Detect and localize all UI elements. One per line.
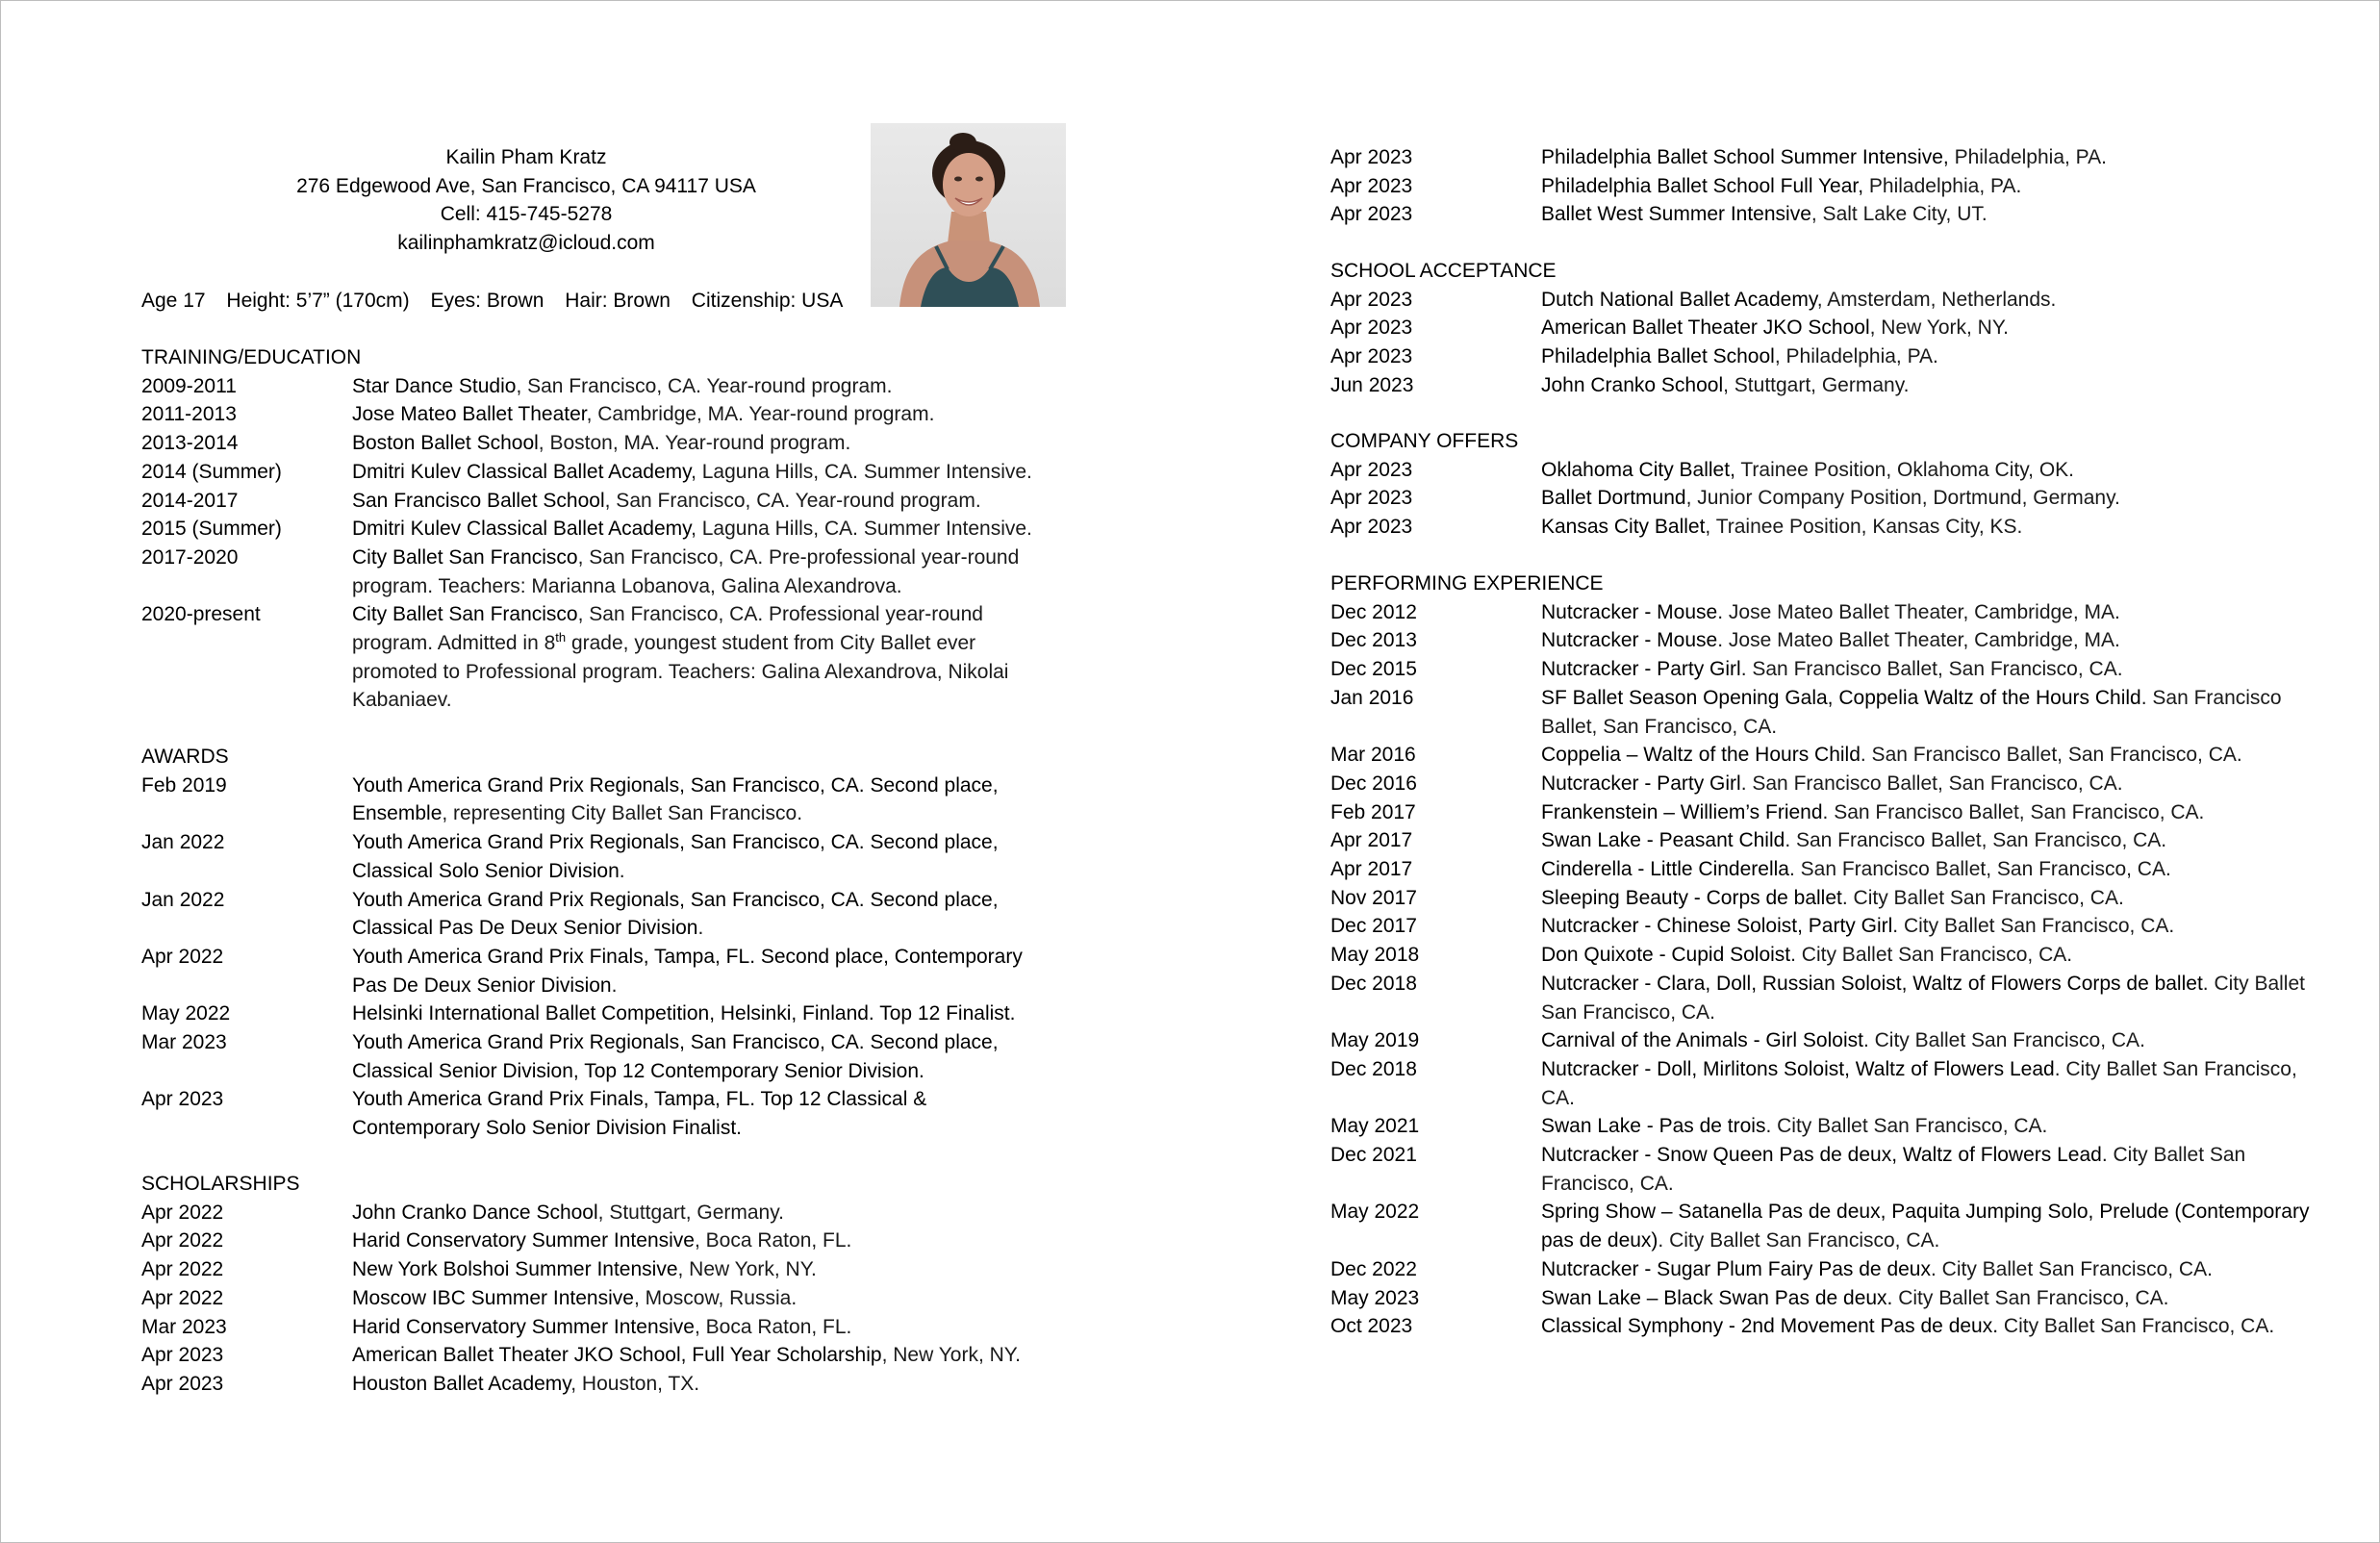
entry-title: Sleeping Beauty - Corps de ballet — [1541, 886, 1842, 909]
entry-row — [141, 400, 1103, 429]
entry-date: Apr 2023 — [141, 1372, 224, 1395]
entry-row — [1330, 912, 2312, 941]
entry-title: Frankenstein – Williem’s Friend — [1541, 800, 1823, 823]
entry-title: Swan Lake – Black Swan Pas de deux. — [1541, 1286, 1893, 1309]
entry-detail: . San Francisco Ballet, San Francisco, CA. — [1740, 772, 2123, 795]
awards-section — [141, 743, 1103, 1143]
entry-date: 2009-2011 — [141, 374, 237, 397]
entry-title: Coppelia – Waltz of the Hours Child — [1541, 744, 1861, 767]
entry-date: Apr 2022 — [141, 1286, 224, 1309]
section-title: SCHOOL ACCEPTANCE — [1330, 260, 1557, 282]
entry-row — [1330, 314, 2312, 342]
entry-title: Youth America Grand Prix Regionals, San Francisco, CA. Second place, Classical Solo Senior Division — [352, 831, 999, 882]
entry-date: May 2023 — [1330, 1286, 1420, 1309]
entry-title: Houston Ballet Academy — [352, 1372, 571, 1395]
entry-date: 2014 (Summer) — [141, 460, 282, 483]
entry-title: Swan Lake - Peasant Child — [1541, 829, 1785, 852]
entry-date: Oct 2023 — [1330, 1315, 1413, 1338]
entry-title: Jose Mateo Ballet Theater — [352, 403, 587, 426]
entry-detail: . Jose Mateo Ballet Theater, Cambridge, MA. — [1717, 629, 2120, 652]
entry-title: New York Bolshoi Summer Intensive — [352, 1258, 678, 1281]
entry-row — [141, 515, 1103, 544]
entry-date: Dec 2018 — [1330, 1057, 1417, 1080]
entry-detail: . San Francisco Ballet, San Francisco, CA. — [1740, 658, 2123, 681]
entry-row — [141, 828, 1103, 885]
training-section — [141, 343, 1103, 715]
entry-title: Helsinki International Ballet Competition, Helsinki, Finland. Top 12 Finalist. — [352, 1002, 1016, 1025]
entry-date: May 2019 — [1330, 1029, 1420, 1052]
entry-row — [141, 1255, 1103, 1284]
entry-row — [1330, 513, 2312, 542]
entry-detail: , Boca Raton, FL. — [694, 1315, 852, 1338]
entry-date: Dec 2017 — [1330, 915, 1417, 938]
entry-title: Nutcracker - Snow Queen Pas de deux, Waltz of Flowers Lead — [1541, 1144, 2102, 1167]
entry-title: Nutcracker - Mouse — [1541, 600, 1718, 623]
entry-detail: . City Ballet San Francisco, CA. — [1765, 1115, 2048, 1138]
entry-detail: , Laguna Hills, CA. Summer Intensive. — [691, 518, 1032, 541]
entry-title: Kansas City Ballet — [1541, 516, 1706, 539]
entry-detail: , New York, NY. — [677, 1258, 817, 1281]
entry-detail: , Stuttgart, Germany. — [1723, 373, 1910, 396]
entry-detail: . San Francisco Ballet, San Francisco, CA. — [1541, 686, 2282, 738]
entry-detail: , New York, NY. — [1869, 316, 2009, 340]
entry-title: Harid Conservatory Summer Intensive — [352, 1229, 695, 1252]
entry-date: Dec 2012 — [1330, 600, 1417, 623]
entry-detail: , San Francisco, CA. Pre-professional year-round program. Teachers: Marianna Lobanova, Galina Alexandrova. — [352, 545, 1020, 597]
entry-date: Apr 2022 — [141, 1201, 224, 1224]
height: Height: 5’7” (170cm) — [226, 290, 410, 312]
entry-detail: , Amsterdam, Netherlands. — [1816, 288, 2057, 311]
entry-title: American Ballet Theater JKO School, Full Year Scholarship — [352, 1344, 882, 1367]
entry-row — [1330, 1026, 2312, 1055]
school-acceptance-section — [1330, 257, 2312, 400]
entry-row — [1330, 1198, 2312, 1254]
entry-title: Nutcracker - Sugar Plum Fairy Pas de deux — [1541, 1257, 1931, 1280]
entry-title: Dmitri Kulev Classical Ballet Academy — [352, 518, 692, 541]
entry-date: Dec 2022 — [1330, 1257, 1417, 1280]
entry-date: Jan 2016 — [1330, 686, 1414, 709]
entry-date: May 2021 — [1330, 1115, 1420, 1138]
entry-detail: . San Francisco Ballet, San Francisco, CA. — [1788, 858, 2171, 881]
entry-title: Youth America Grand Prix Finals, Tampa, FL. Second place, Contemporary Pas De Deux Senior Division — [352, 945, 1023, 997]
entry-detail: , Cambridge, MA. Year-round program. — [586, 403, 935, 426]
entry-detail: , San Francisco, CA. Year-round program. — [516, 374, 893, 397]
entry-date: Apr 2023 — [1330, 174, 1413, 197]
entry-date: 2013-2014 — [141, 432, 239, 455]
entry-date: 2015 (Summer) — [141, 518, 282, 541]
entry-title: Harid Conservatory Summer Intensive — [352, 1315, 695, 1338]
entry-detail: , Houston, TX. — [570, 1372, 700, 1395]
entry-title: Cinderella - Little Cinderella — [1541, 858, 1789, 881]
entry-date: 2017-2020 — [141, 545, 239, 569]
entry-row — [141, 1284, 1103, 1313]
entry-row — [1330, 172, 2312, 201]
entry-detail: . City Ballet San Francisco, CA. — [1541, 972, 2305, 1024]
entry-date: Apr 2023 — [1330, 146, 1413, 168]
entry-title: Youth America Grand Prix Regionals, San Francisco, CA. Second place, Ensemble — [352, 773, 999, 825]
entry-date: Jun 2023 — [1330, 373, 1414, 396]
entry-detail: . San Francisco Ballet, San Francisco, CA. — [1822, 800, 2205, 823]
entry-row — [1330, 143, 2312, 172]
entry-title: City Ballet San Francisco — [352, 603, 578, 626]
headshot-photo — [871, 123, 1066, 307]
entry-detail: . San Francisco Ballet, San Francisco, CA. — [1785, 829, 2167, 852]
entry-detail: , Moscow, Russia. — [633, 1286, 798, 1309]
entry-title: Spring Show – Satanella Pas de deux, Paquita Jumping Solo, Prelude (Contemporary pas de deux) — [1541, 1201, 2310, 1252]
entry-title: Dutch National Ballet Academy — [1541, 288, 1817, 311]
section-title: AWARDS — [141, 746, 229, 768]
entry-detail: , Boca Raton, FL. — [694, 1229, 852, 1252]
entry-row — [141, 600, 1103, 715]
entry-detail: . City Ballet San Francisco, CA. — [1658, 1229, 1940, 1252]
entry-detail: Trainee Position, Oklahoma City, OK. — [1734, 458, 2075, 481]
entry-date: 2011-2013 — [141, 403, 237, 426]
ordinal-suffix: th — [555, 630, 567, 645]
company-offers-section — [1330, 427, 2312, 542]
section-title: PERFORMING EXPERIENCE — [1330, 572, 1604, 594]
entry-date: May 2018 — [1330, 944, 1420, 967]
entry-title: City Ballet San Francisco — [352, 545, 578, 569]
entry-detail: , representing City Ballet San Francisco. — [442, 802, 803, 825]
entry-row — [1330, 798, 2312, 827]
entry-detail: , San Francisco, CA. Professional year-round program. Admitted in 8 — [352, 603, 983, 655]
entry-detail: Philadelphia, PA. — [1948, 146, 2107, 168]
entry-row — [141, 372, 1103, 401]
entry-row — [1330, 941, 2312, 970]
entry-title: Nutcracker - Chinese Soloist, Party Girl — [1541, 915, 1893, 938]
entry-row — [141, 886, 1103, 943]
section-title: TRAINING/EDUCATION — [141, 346, 362, 368]
personal-stats — [141, 287, 858, 316]
entry-detail: . City Ballet San Francisco, CA. — [1541, 1057, 2297, 1109]
entry-row — [141, 1370, 1103, 1399]
entry-date: Apr 2017 — [1330, 829, 1413, 852]
entry-row — [141, 1085, 1103, 1142]
entry-detail: . — [697, 917, 704, 940]
email: kailinphamkratz@icloud.com — [397, 232, 655, 255]
entry-row — [1330, 1255, 2312, 1284]
entry-detail: , New York, NY. — [881, 1344, 1021, 1367]
full-name: Kailin Pham Kratz — [445, 146, 607, 168]
entry-row — [141, 1313, 1103, 1342]
entry-title: Ballet West Summer Intensive — [1541, 203, 1811, 226]
entry-title: Nutcracker - Party Girl — [1541, 772, 1741, 795]
entry-date: Apr 2022 — [141, 945, 224, 968]
entry-row — [141, 487, 1103, 516]
entry-row — [1330, 1141, 2312, 1198]
entry-title: Ballet Dortmund — [1541, 487, 1686, 510]
entry-date: Mar 2016 — [1330, 744, 1416, 767]
entry-title: Dmitri Kulev Classical Ballet Academy — [352, 460, 692, 483]
entry-date: Dec 2015 — [1330, 658, 1417, 681]
entry-date: Dec 2021 — [1330, 1144, 1417, 1167]
entry-row — [141, 1028, 1103, 1085]
scholarships-continued — [1330, 143, 2312, 229]
entry-date: Apr 2023 — [1330, 316, 1413, 340]
entry-row — [1330, 826, 2312, 855]
entry-title: Nutcracker - Clara, Doll, Russian Soloist, Waltz of Flowers Corps de ballet — [1541, 972, 2203, 995]
entry-title: SF Ballet Season Opening Gala, Coppelia Waltz of the Hours Child — [1541, 686, 2141, 709]
entry-title: Star Dance Studio — [352, 374, 517, 397]
entry-title: John Cranko Dance School — [352, 1201, 598, 1224]
entry-detail: grade, youngest student from City Ballet ever promoted to Professional program. Teachers: Galina Alexandrova, Nikolai Kabaniaev. — [352, 632, 1009, 712]
entry-row — [1330, 598, 2312, 627]
entry-row — [141, 429, 1103, 458]
entry-detail: , Laguna Hills, CA. Summer Intensive. — [691, 460, 1032, 483]
performing-experience-section — [1330, 569, 2312, 1341]
entry-row — [141, 943, 1103, 999]
entry-row — [1330, 770, 2312, 798]
entry-row — [1330, 484, 2312, 513]
entry-row — [1330, 1284, 2312, 1313]
entry-date: Mar 2023 — [141, 1031, 227, 1054]
entry-date: Apr 2023 — [1330, 345, 1413, 368]
entry-row — [1330, 741, 2312, 770]
entry-date: May 2022 — [1330, 1201, 1420, 1224]
entry-title: Youth America Grand Prix Regionals, San Francisco, CA. Second place, Classical Pas De Deux Senior Division — [352, 888, 999, 940]
entry-row — [1330, 1312, 2312, 1341]
entry-date: Dec 2013 — [1330, 629, 1417, 652]
entry-row — [1330, 456, 2312, 485]
entry-detail: . — [619, 859, 625, 882]
entry-row — [1330, 200, 2312, 229]
entry-detail: , Junior Company Position, Dortmund, Germany. — [1685, 487, 2120, 510]
entry-date: Feb 2019 — [141, 773, 227, 797]
entry-title: Philadelphia Ballet School Summer Intensive, — [1541, 146, 1949, 168]
entry-date: 2014-2017 — [141, 489, 239, 512]
entry-row — [1330, 371, 2312, 400]
entry-row — [141, 999, 1103, 1028]
entry-detail: , Salt Lake City, UT. — [1810, 203, 1988, 226]
entry-date: Mar 2023 — [141, 1315, 227, 1338]
entry-row — [1330, 1055, 2312, 1112]
hair: Hair: Brown — [565, 290, 671, 312]
entry-title: Moscow IBC Summer Intensive — [352, 1286, 634, 1309]
entry-detail: . Jose Mateo Ballet Theater, Cambridge, MA. — [1717, 600, 2120, 623]
entry-detail: , Boston, MA. Year-round program. — [538, 432, 851, 455]
entry-detail: City Ballet San Francisco, CA. — [1998, 1315, 2275, 1338]
entry-detail: . City Ballet San Francisco, CA. — [1862, 1029, 2145, 1052]
entry-date: Apr 2023 — [1330, 487, 1413, 510]
entry-row — [1330, 286, 2312, 315]
entry-title: Youth America Grand Prix Finals, Tampa, FL. Top 12 Classical & Contemporary Solo Senior Division Finalist. — [352, 1088, 927, 1140]
citizenship: Citizenship: USA — [691, 290, 844, 312]
entry-detail: Philadelphia, PA. — [1863, 174, 2022, 197]
scholarships-section — [141, 1170, 1103, 1399]
entry-date: Apr 2023 — [1330, 288, 1413, 311]
entry-title: American Ballet Theater JKO School — [1541, 316, 1870, 340]
entry-detail: . San Francisco Ballet, San Francisco, CA. — [1860, 744, 2242, 767]
entry-date: Apr 2023 — [1330, 516, 1413, 539]
entry-detail: . City Ballet San Francisco, CA. — [1790, 944, 2073, 967]
entry-title: Nutcracker - Mouse — [1541, 629, 1718, 652]
entry-date: Dec 2016 — [1330, 772, 1417, 795]
entry-row — [1330, 884, 2312, 913]
cell-phone: Cell: 415-745-5278 — [440, 203, 613, 226]
entry-detail: City Ballet San Francisco, CA. — [1892, 1286, 2169, 1309]
entry-row — [141, 1227, 1103, 1255]
entry-date: 2020-present — [141, 603, 261, 626]
entry-date: Dec 2018 — [1330, 972, 1417, 995]
entry-title: Carnival of the Animals - Girl Soloist — [1541, 1029, 1863, 1052]
entry-title: Philadelphia Ballet School — [1541, 345, 1775, 368]
entry-date: Apr 2023 — [1330, 458, 1413, 481]
entry-detail: , Trainee Position, Kansas City, KS. — [1705, 516, 2023, 539]
entry-row — [141, 458, 1103, 487]
entry-date: May 2022 — [141, 1002, 231, 1025]
entry-date: Nov 2017 — [1330, 886, 1417, 909]
entry-title: Boston Ballet School — [352, 432, 539, 455]
entry-row — [141, 1341, 1103, 1370]
eyes: Eyes: Brown — [430, 290, 544, 312]
entry-date: Apr 2022 — [141, 1229, 224, 1252]
entry-title: John Cranko School — [1541, 373, 1724, 396]
entry-title: Classical Symphony - 2nd Movement Pas de deux. — [1541, 1315, 1999, 1338]
entry-row — [1330, 342, 2312, 371]
entry-detail: . — [611, 974, 618, 997]
entry-title: Oklahoma City Ballet, — [1541, 458, 1735, 481]
entry-date: Feb 2017 — [1330, 800, 1416, 823]
entry-row — [141, 772, 1103, 828]
contact-header — [141, 143, 911, 258]
entry-detail: . City Ballet San Francisco, CA. — [1892, 915, 2175, 938]
entry-title: Don Quixote - Cupid Soloist — [1541, 944, 1791, 967]
entry-date: Apr 2023 — [141, 1344, 224, 1367]
entry-date: Apr 2022 — [141, 1258, 224, 1281]
entry-date: Apr 2023 — [1330, 203, 1413, 226]
entry-detail: , Stuttgart, Germany. — [597, 1201, 785, 1224]
entry-row — [1330, 684, 2312, 741]
entry-title: Nutcracker - Doll, Mirlitons Soloist, Waltz of Flowers Lead — [1541, 1057, 2055, 1080]
entry-date: Apr 2017 — [1330, 858, 1413, 881]
entry-row — [1330, 1112, 2312, 1141]
section-title: SCHOLARSHIPS — [141, 1173, 300, 1195]
entry-row — [141, 1199, 1103, 1227]
entry-detail: , Philadelphia, PA. — [1774, 345, 1938, 368]
entry-row — [1330, 626, 2312, 655]
entry-row — [1330, 970, 2312, 1026]
entry-date: Apr 2023 — [141, 1088, 224, 1111]
entry-row — [1330, 655, 2312, 684]
section-title: COMPANY OFFERS — [1330, 430, 1519, 452]
entry-date: Jan 2022 — [141, 831, 225, 854]
entry-title: San Francisco Ballet School — [352, 489, 605, 512]
age: Age 17 — [141, 290, 206, 312]
address: 276 Edgewood Ave, San Francisco, CA 94117 USA — [296, 174, 756, 197]
entry-title: Nutcracker - Party Girl — [1541, 658, 1741, 681]
entry-detail: . City Ballet San Francisco, CA. — [1931, 1257, 2213, 1280]
entry-detail: . City Ballet San Francisco, CA. — [1541, 1144, 2246, 1195]
entry-date: Jan 2022 — [141, 888, 225, 911]
entry-detail: . City Ballet San Francisco, CA. — [1841, 886, 2124, 909]
entry-title: Youth America Grand Prix Regionals, San Francisco, CA. Second place, Classical Senior Division, Top 12 Contemporary Senior Division. — [352, 1031, 999, 1082]
entry-detail: , San Francisco, CA. Year-round program. — [604, 489, 981, 512]
entry-title: Philadelphia Ballet School Full Year, — [1541, 174, 1864, 197]
entry-row — [1330, 855, 2312, 884]
entry-title: Swan Lake - Pas de trois — [1541, 1115, 1766, 1138]
entry-row — [141, 544, 1103, 600]
